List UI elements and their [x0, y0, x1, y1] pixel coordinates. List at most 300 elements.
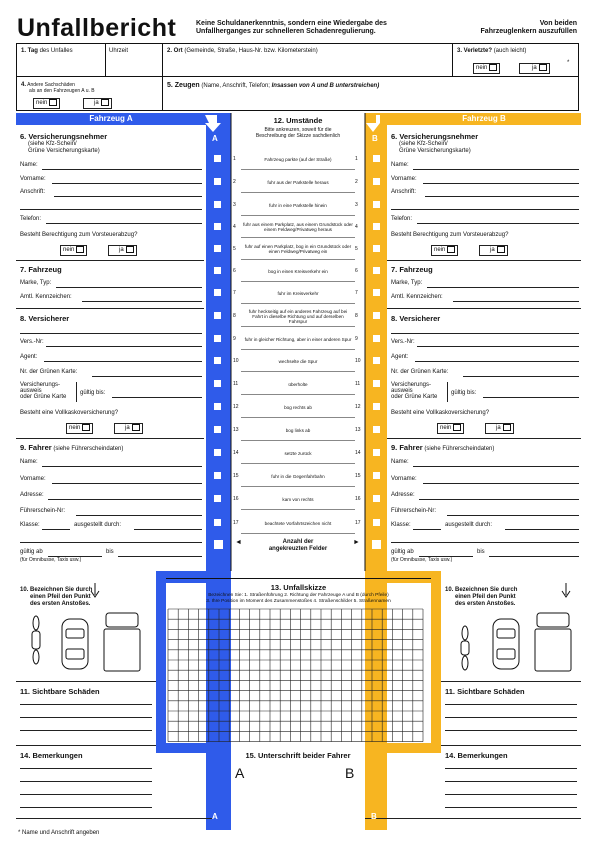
circumstance-text: fuhr in gleicher Richtung, aber in einer anderen Spur [244, 336, 352, 342]
b-cert-label-1: Versicherungs- [391, 382, 432, 388]
b-section-10-line3: des ersten Anstoßes. [455, 601, 516, 607]
circumstance-text: bog in einen Kreisverkehr ein [268, 268, 328, 274]
a-license-line[interactable] [76, 515, 202, 516]
b-driver-address-label: Adresse: [391, 492, 415, 498]
a-vat-no-checkbox[interactable] [60, 245, 87, 256]
section-13-line2: 3. Ihre Position im Moment des Zusammenstoßes 4. Straßenschilder 5. Straßennamen [206, 599, 391, 604]
b-vat-no-checkbox[interactable] [431, 245, 458, 256]
circumstance-row [231, 149, 365, 169]
divider [441, 681, 581, 682]
vehicle-b-header: Fahrzeug B [462, 114, 506, 123]
a-plate-label: Amtl. Kennzeichen: [20, 294, 72, 300]
section-13-line1: Bezeichnen Sie: 1. Straßenführung 2. Richtung der Fahrzeuge A und B (durch Pfeile) [208, 593, 389, 598]
divider [16, 438, 204, 439]
a-firstname-label: Vorname: [20, 176, 46, 182]
yes-label: ja [125, 425, 130, 432]
a-phone-line[interactable] [46, 223, 202, 224]
a-comprehensive-yes-checkbox[interactable] [114, 423, 143, 434]
divider [16, 260, 204, 261]
vehicle-a-bottom [16, 583, 156, 833]
b-class-label: Klasse: [391, 522, 411, 528]
a-section-10-title: 10. Bezeichnen Sie durch [20, 587, 93, 593]
circumstance-number-b: 17 [355, 520, 361, 526]
divider [241, 281, 355, 282]
yes-label: ja [490, 247, 495, 254]
section-13-title: 13. Unfallskizze [270, 583, 327, 592]
circumstance-number-a: 13 [233, 427, 239, 433]
b-firstname-line[interactable] [423, 183, 579, 184]
circumstance-checkbox-b[interactable] [373, 426, 380, 433]
circumstance-checkbox-b[interactable] [373, 178, 380, 185]
circumstance-checkbox-a[interactable] [214, 178, 221, 185]
a-comprehensive-no-checkbox[interactable] [66, 423, 93, 434]
a-vat-question: Besteht Berechtigung zum Vorsteuerabzug? [20, 232, 138, 238]
a-section-6-sub1: (siehe Kfz-Schein/ [28, 141, 77, 147]
car-icon [493, 619, 519, 669]
a-green-card-label: Nr. der Grünen Karte: [20, 369, 78, 375]
a-address-label: Anschrift: [20, 189, 46, 195]
circumstance-row [231, 374, 365, 394]
b-license-line[interactable] [447, 515, 579, 516]
a-section-8-title: 8. Versicherer [20, 314, 70, 323]
circumstance-number-a: 7 [233, 290, 236, 296]
b-remarks-line-4[interactable] [445, 807, 577, 808]
count-label-2: angekreuzten Felder [268, 546, 328, 552]
arrow-right-icon: ► [353, 539, 360, 546]
b-make-label: Marke, Typ: [391, 280, 423, 286]
a-cert-label-3: oder Grüne Karte [20, 394, 67, 400]
circumstance-number-a: 17 [233, 520, 239, 526]
circumstance-checkbox-b[interactable] [373, 495, 380, 502]
a-damage-line-1[interactable] [20, 704, 152, 705]
circumstance-number-b: 13 [355, 427, 361, 433]
circumstance-row [231, 217, 365, 237]
a-omnibus-note: (für Omnibusse, Taxis usw.) [20, 557, 82, 563]
no-label: nein [476, 65, 488, 72]
circumstance-number-b: 9 [355, 336, 358, 342]
circumstance-number-b: 14 [355, 450, 361, 456]
no-label: nein [440, 425, 452, 432]
circumstance-text: Fahrzeug parkte (auf der Straße) [264, 156, 332, 162]
circumstance-row [231, 195, 365, 215]
circumstance-checkbox-a[interactable] [214, 223, 221, 230]
divider [16, 308, 204, 309]
b-comprehensive-yes-checkbox[interactable] [485, 423, 514, 434]
circumstance-checkbox-b[interactable] [373, 403, 380, 410]
sketch-grid[interactable] [166, 607, 431, 744]
circumstance-checkbox-b[interactable] [373, 312, 380, 319]
section-12-sub2: Beschreibung der Skizze sachdienlich [255, 133, 341, 139]
circumstance-row [231, 489, 365, 509]
circumstance-number-b: 5 [355, 246, 358, 252]
circumstance-number-a: 1 [233, 156, 236, 162]
a-green-card-line[interactable] [92, 376, 202, 377]
subtitle-line-1: Keine Schuldanerkenntnis, sondern eine Wiedergabe des [196, 20, 387, 27]
b-green-card-label: Nr. der Grünen Karte: [391, 369, 449, 375]
divider [76, 382, 77, 402]
circumstance-text: fuhr aus einem Parkplatz, aus einem Grundstück oder einem Feldweg/Privatweg heraus [243, 222, 353, 232]
b-section-9-sub: (siehe Führerscheindaten) [424, 446, 495, 452]
circumstance-row [231, 397, 365, 417]
circumstance-text: bog rechts ab [284, 404, 312, 410]
no-label: nein [434, 247, 446, 254]
a-section-14-title: 14. Bemerkungen [20, 751, 83, 760]
divider [16, 745, 156, 746]
field-witness-number: 5. Zeugen [167, 82, 200, 89]
a-policy-line[interactable] [46, 346, 202, 347]
circumstance-row [231, 443, 365, 463]
b-name-line[interactable] [413, 169, 579, 170]
a-issued-label: ausgestellt durch: [74, 522, 122, 528]
b-make-line[interactable] [427, 287, 579, 288]
section-12-sub1: Bitte ankreuzen, soweit für die [264, 127, 332, 133]
b-policy-line[interactable] [417, 346, 579, 347]
b-damage-line-3[interactable] [445, 730, 577, 731]
a-address-line[interactable] [54, 196, 202, 197]
circumstance-checkbox-b[interactable] [373, 335, 380, 342]
circumstance-number-b: 6 [355, 268, 358, 274]
a-plate-line[interactable] [82, 301, 202, 302]
b-remarks-line-1[interactable] [445, 768, 577, 769]
b-section-6-title: 6. Versicherungsnehmer [391, 132, 479, 141]
circumstance-checkbox-b[interactable] [373, 201, 380, 208]
circumstance-checkbox-b[interactable] [373, 267, 380, 274]
b-valid-from-label: gültig ab [391, 549, 414, 555]
column-b-label: B [372, 134, 378, 143]
circumstance-checkbox-a[interactable] [214, 312, 221, 319]
b-section-6-sub1: (siehe Kfz-Schein/ [399, 141, 448, 147]
a-section-9-sub: (siehe Führerscheindaten) [53, 446, 124, 452]
b-comprehensive-question: Besteht eine Vollkaskoversicherung? [391, 410, 490, 416]
a-remarks-line-4[interactable] [20, 807, 152, 808]
circumstance-checkbox-a[interactable] [214, 245, 221, 252]
b-class-line[interactable] [413, 529, 441, 530]
b-section-11-title: 11. Sichtbare Schäden [445, 687, 525, 696]
field-other-number: 4. [21, 82, 27, 88]
divider [241, 326, 355, 327]
b-damage-line-2[interactable] [445, 717, 577, 718]
form-title: Unfallbericht [17, 14, 177, 42]
field-other-label-2: als an den Fahrzeugen A u. B [29, 88, 95, 94]
circumstance-checkbox-b[interactable] [373, 519, 380, 526]
circumstances-panel [231, 113, 365, 571]
b-green-card-line[interactable] [463, 376, 579, 377]
b-address-line[interactable] [425, 196, 579, 197]
circumstance-checkbox-a[interactable] [214, 289, 221, 296]
circumstance-checkbox-a[interactable] [214, 201, 221, 208]
circumstance-checkbox-a[interactable] [214, 495, 221, 502]
car-icon [62, 619, 88, 669]
b-plate-line[interactable] [453, 301, 579, 302]
a-cert-label-2: ausweis [20, 388, 42, 394]
circumstance-checkbox-a[interactable] [214, 472, 221, 479]
divider [241, 417, 355, 418]
a-remarks-line-2[interactable] [20, 781, 152, 782]
b-vehicle-diagram[interactable] [441, 611, 577, 675]
b-section-8-title: 8. Versicherer [391, 314, 441, 323]
no-label: nein [63, 247, 75, 254]
a-valid-line[interactable] [112, 397, 202, 398]
b-omnibus-note: (für Omnibusse, Taxis usw.) [391, 557, 453, 563]
a-driver-address-label: Adresse: [20, 492, 44, 498]
a-firstname-line[interactable] [52, 183, 202, 184]
divider [241, 533, 355, 534]
a-driver-firstname-line[interactable] [52, 483, 202, 484]
circumstance-text: fuhr heckseitig auf ein anderes Fahrzeug auf bei Fahrt in dieselbe Richtung und auf derselben Fahrspur [248, 308, 348, 324]
circumstance-checkbox-a[interactable] [214, 519, 221, 526]
b-issued-line[interactable] [505, 529, 579, 530]
circumstance-number-a: 8 [233, 313, 236, 319]
arrow-left-icon: ◄ [235, 539, 242, 546]
b-damage-line-1[interactable] [445, 704, 577, 705]
b-driver-name-line[interactable] [413, 466, 579, 467]
circumstance-number-a: 14 [233, 450, 239, 456]
signature-a-label: A [235, 765, 245, 781]
instruction-line-1: Von beiden [539, 20, 577, 27]
circumstance-text: bog links ab [285, 427, 311, 433]
truck-icon [104, 613, 140, 671]
circumstance-checkbox-b[interactable] [373, 357, 380, 364]
circumstance-number-b: 8 [355, 313, 358, 319]
a-policy-label: Vers.-Nr: [20, 339, 44, 345]
circumstance-checkbox-a[interactable] [214, 357, 221, 364]
b-issued-label: ausgestellt durch: [445, 522, 493, 528]
b-comprehensive-no-checkbox[interactable] [437, 423, 464, 434]
a-vehicle-diagram[interactable] [22, 611, 152, 675]
b-valid-to-line[interactable] [489, 556, 579, 557]
divider [241, 303, 355, 304]
b-driver-name-label: Name: [391, 459, 409, 465]
a-driver-name-label: Name: [20, 459, 38, 465]
a-corner-label: A [212, 812, 218, 821]
b-driver-firstname-label: Vorname: [391, 476, 417, 482]
a-section-6-title: 6. Versicherungsnehmer [20, 132, 108, 141]
circumstance-checkbox-b[interactable] [373, 472, 380, 479]
a-make-line[interactable] [56, 287, 202, 288]
b-license-label: Führerschein-Nr: [391, 508, 437, 514]
a-damage-line-2[interactable] [20, 717, 152, 718]
b-driver-firstname-line[interactable] [423, 483, 579, 484]
divider [241, 237, 355, 238]
b-count-box[interactable] [372, 540, 381, 549]
vehicle-b-form [387, 128, 581, 578]
a-count-box[interactable] [214, 540, 223, 549]
divider [441, 745, 581, 746]
column-a-label: A [212, 134, 218, 143]
divider [241, 463, 355, 464]
yes-label: ja [532, 65, 537, 72]
b-remarks-line-3[interactable] [445, 794, 577, 795]
circumstance-text: fuhr aus der Parkstelle heraus [267, 179, 329, 185]
a-agent-line[interactable] [44, 361, 202, 362]
circumstance-checkbox-b[interactable] [373, 449, 380, 456]
divider [241, 349, 355, 350]
circumstance-checkbox-b[interactable] [373, 155, 380, 162]
a-class-line[interactable] [42, 529, 70, 530]
circumstance-checkbox-b[interactable] [373, 380, 380, 387]
circumstance-row [231, 329, 365, 349]
circumstance-checkbox-b[interactable] [373, 245, 380, 252]
divider [241, 259, 355, 260]
divider [241, 192, 355, 193]
vehicle-a-sketch-edge [156, 571, 166, 753]
a-insurer-line[interactable] [20, 333, 202, 334]
divider [241, 509, 355, 510]
circumstance-checkbox-a[interactable] [214, 380, 221, 387]
b-section-14-title: 14. Bemerkungen [445, 751, 508, 760]
yes-label: ja [119, 247, 124, 254]
circumstance-checkbox-b[interactable] [373, 223, 380, 230]
a-valid-to-label: bis [106, 549, 114, 555]
b-agent-line[interactable] [415, 361, 579, 362]
b-issued-line-2[interactable] [391, 542, 579, 543]
circumstance-checkbox-a[interactable] [214, 403, 221, 410]
field-date-label: des Unfalles [39, 48, 73, 54]
a-agent-label: Agent: [20, 354, 38, 360]
circumstance-number-a: 11 [233, 381, 239, 387]
field-witness-note: Insassen von A und B unterstreichen) [271, 83, 380, 89]
divider [16, 818, 212, 819]
circumstance-number-b: 16 [355, 496, 361, 502]
circumstance-number-b: 7 [355, 290, 358, 296]
divider [241, 394, 355, 395]
a-class-label: Klasse: [20, 522, 40, 528]
field-location-label: (Gemeinde, Straße, Haus-Nr. bzw. Kilometerstein) [184, 48, 318, 54]
circumstance-text: setzte zurück [284, 450, 312, 456]
circumstance-checkbox-a[interactable] [214, 155, 221, 162]
a-driver-name-line[interactable] [42, 466, 202, 467]
circumstance-number-b: 11 [355, 381, 361, 387]
subtitle-line-2: Unfallherganges zur schnelleren Schadenregulierung. [196, 28, 376, 35]
circumstance-checkbox-a[interactable] [214, 335, 221, 342]
count-label-1: Anzahl der [282, 539, 314, 545]
circumstance-number-a: 12 [233, 404, 239, 410]
circumstance-text: überholte [288, 381, 308, 387]
a-section-11-title: 11. Sichtbare Schäden [20, 687, 100, 696]
a-remarks-line-1[interactable] [20, 768, 152, 769]
circumstance-row [231, 261, 365, 281]
b-arrow-down-icon [561, 583, 571, 601]
b-section-10-line2: einen Pfeil den Punkt [455, 594, 516, 600]
b-name-label: Name: [391, 162, 409, 168]
circumstance-number-a: 15 [233, 473, 239, 479]
field-injured-label: (auch leicht) [493, 48, 527, 54]
b-section-6-sub2: Grüne Versicherungskarte) [399, 148, 471, 154]
vehicle-a-form [16, 128, 204, 578]
circumstance-number-a: 16 [233, 496, 239, 502]
circumstance-checkbox-a[interactable] [214, 267, 221, 274]
divider [387, 260, 581, 261]
footnote-star: * [567, 60, 570, 66]
b-section-10-title: 10. Bezeichnen Sie durch [445, 587, 518, 593]
a-issued-line[interactable] [134, 529, 202, 530]
motorcycle-icon [461, 626, 469, 670]
circumstance-checkbox-a[interactable] [214, 426, 221, 433]
b-driver-address-line[interactable] [419, 499, 579, 500]
b-section-7-title: 7. Fahrzeug [391, 265, 433, 274]
divider [241, 440, 355, 441]
yes-label: ja [496, 425, 501, 432]
circumstance-number-a: 4 [233, 224, 236, 230]
motorcycle-icon [32, 616, 40, 664]
circumstance-number-b: 4 [355, 224, 358, 230]
a-driver-address-line[interactable] [48, 499, 202, 500]
circumstance-number-a: 6 [233, 268, 236, 274]
b-address-line-2[interactable] [391, 209, 579, 210]
a-issued-line-2[interactable] [20, 542, 202, 543]
b-policy-label: Vers.-Nr: [391, 339, 415, 345]
b-valid-line[interactable] [483, 397, 579, 398]
circumstance-number-b: 10 [355, 358, 361, 364]
circumstance-text: fuhr in eine Parkstelle hinein [269, 202, 327, 208]
no-label: nein [69, 425, 81, 432]
field-witness-label: (Name, Anschrift, Telefon; [201, 83, 270, 89]
divider [365, 818, 581, 819]
circumstance-row [231, 172, 365, 192]
a-phone-label: Telefon: [20, 216, 42, 222]
circumstance-number-b: 15 [355, 473, 361, 479]
circumstance-text: fuhr auf einen Parkplatz, bog in ein Grundstück oder einen Feldweg/Privatweg ein [244, 244, 352, 254]
circumstance-text: fuhr in die Gegenfahrbahn [271, 473, 325, 479]
section-15-title: 15. Unterschrift beider Fahrer [245, 751, 351, 760]
vehicle-a-header: Fahrzeug A [89, 114, 133, 123]
a-valid-from-label: gültig ab [20, 549, 43, 555]
vehicle-a-sketch-foot [156, 743, 231, 753]
b-section-9-title: 9. Fahrer [391, 443, 423, 452]
circumstance-checkbox-b[interactable] [373, 289, 380, 296]
a-section-7-title: 7. Fahrzeug [20, 265, 62, 274]
a-valid-label: gültig bis: [80, 390, 106, 396]
circumstance-number-b: 2 [355, 179, 358, 185]
instruction-line-2: Fahrzeuglenkern auszufüllen [480, 28, 577, 35]
a-make-label: Marke, Typ: [20, 280, 52, 286]
circumstance-number-a: 2 [233, 179, 236, 185]
a-section-10-line3: des ersten Anstoßes. [30, 601, 91, 607]
field-injured-number: 3. Verletzte? [457, 48, 493, 54]
circumstance-row [231, 283, 365, 303]
circumstance-row [231, 513, 365, 533]
a-cert-label-1: Versicherungs- [20, 382, 61, 388]
a-vat-yes-checkbox[interactable] [108, 245, 137, 256]
a-address-line-2[interactable] [20, 209, 202, 210]
a-remarks-line-3[interactable] [20, 794, 152, 795]
b-corner-label: B [371, 812, 377, 821]
circumstance-text: beachtete Vorfahrtszeichen nicht [264, 520, 332, 526]
a-damage-line-3[interactable] [20, 730, 152, 731]
circumstance-number-a: 9 [233, 336, 236, 342]
a-valid-to-line[interactable] [118, 556, 202, 557]
a-name-label: Name: [20, 162, 38, 168]
signature-b-label: B [345, 765, 355, 781]
divider [241, 371, 355, 372]
circumstance-text: wechselte die Spur [278, 358, 318, 364]
b-vat-yes-checkbox[interactable] [479, 245, 508, 256]
divider [16, 681, 156, 682]
a-driver-firstname-label: Vorname: [20, 476, 46, 482]
b-remarks-line-2[interactable] [445, 781, 577, 782]
circumstance-checkbox-a[interactable] [214, 449, 221, 456]
b-phone-line[interactable] [417, 223, 579, 224]
b-insurer-line[interactable] [391, 333, 579, 334]
field-other-label-1: Andere Sachschäden [27, 82, 75, 88]
footer-note: * Name und Anschrift angeben [18, 830, 100, 836]
a-name-line[interactable] [42, 169, 202, 170]
signature-field[interactable] [231, 783, 365, 833]
b-vat-question: Besteht Berechtigung zum Vorsteuerabzug? [391, 232, 509, 238]
divider [241, 215, 355, 216]
a-section-6-sub2: Grüne Versicherungskarte) [28, 148, 100, 154]
circumstance-row [231, 466, 365, 486]
